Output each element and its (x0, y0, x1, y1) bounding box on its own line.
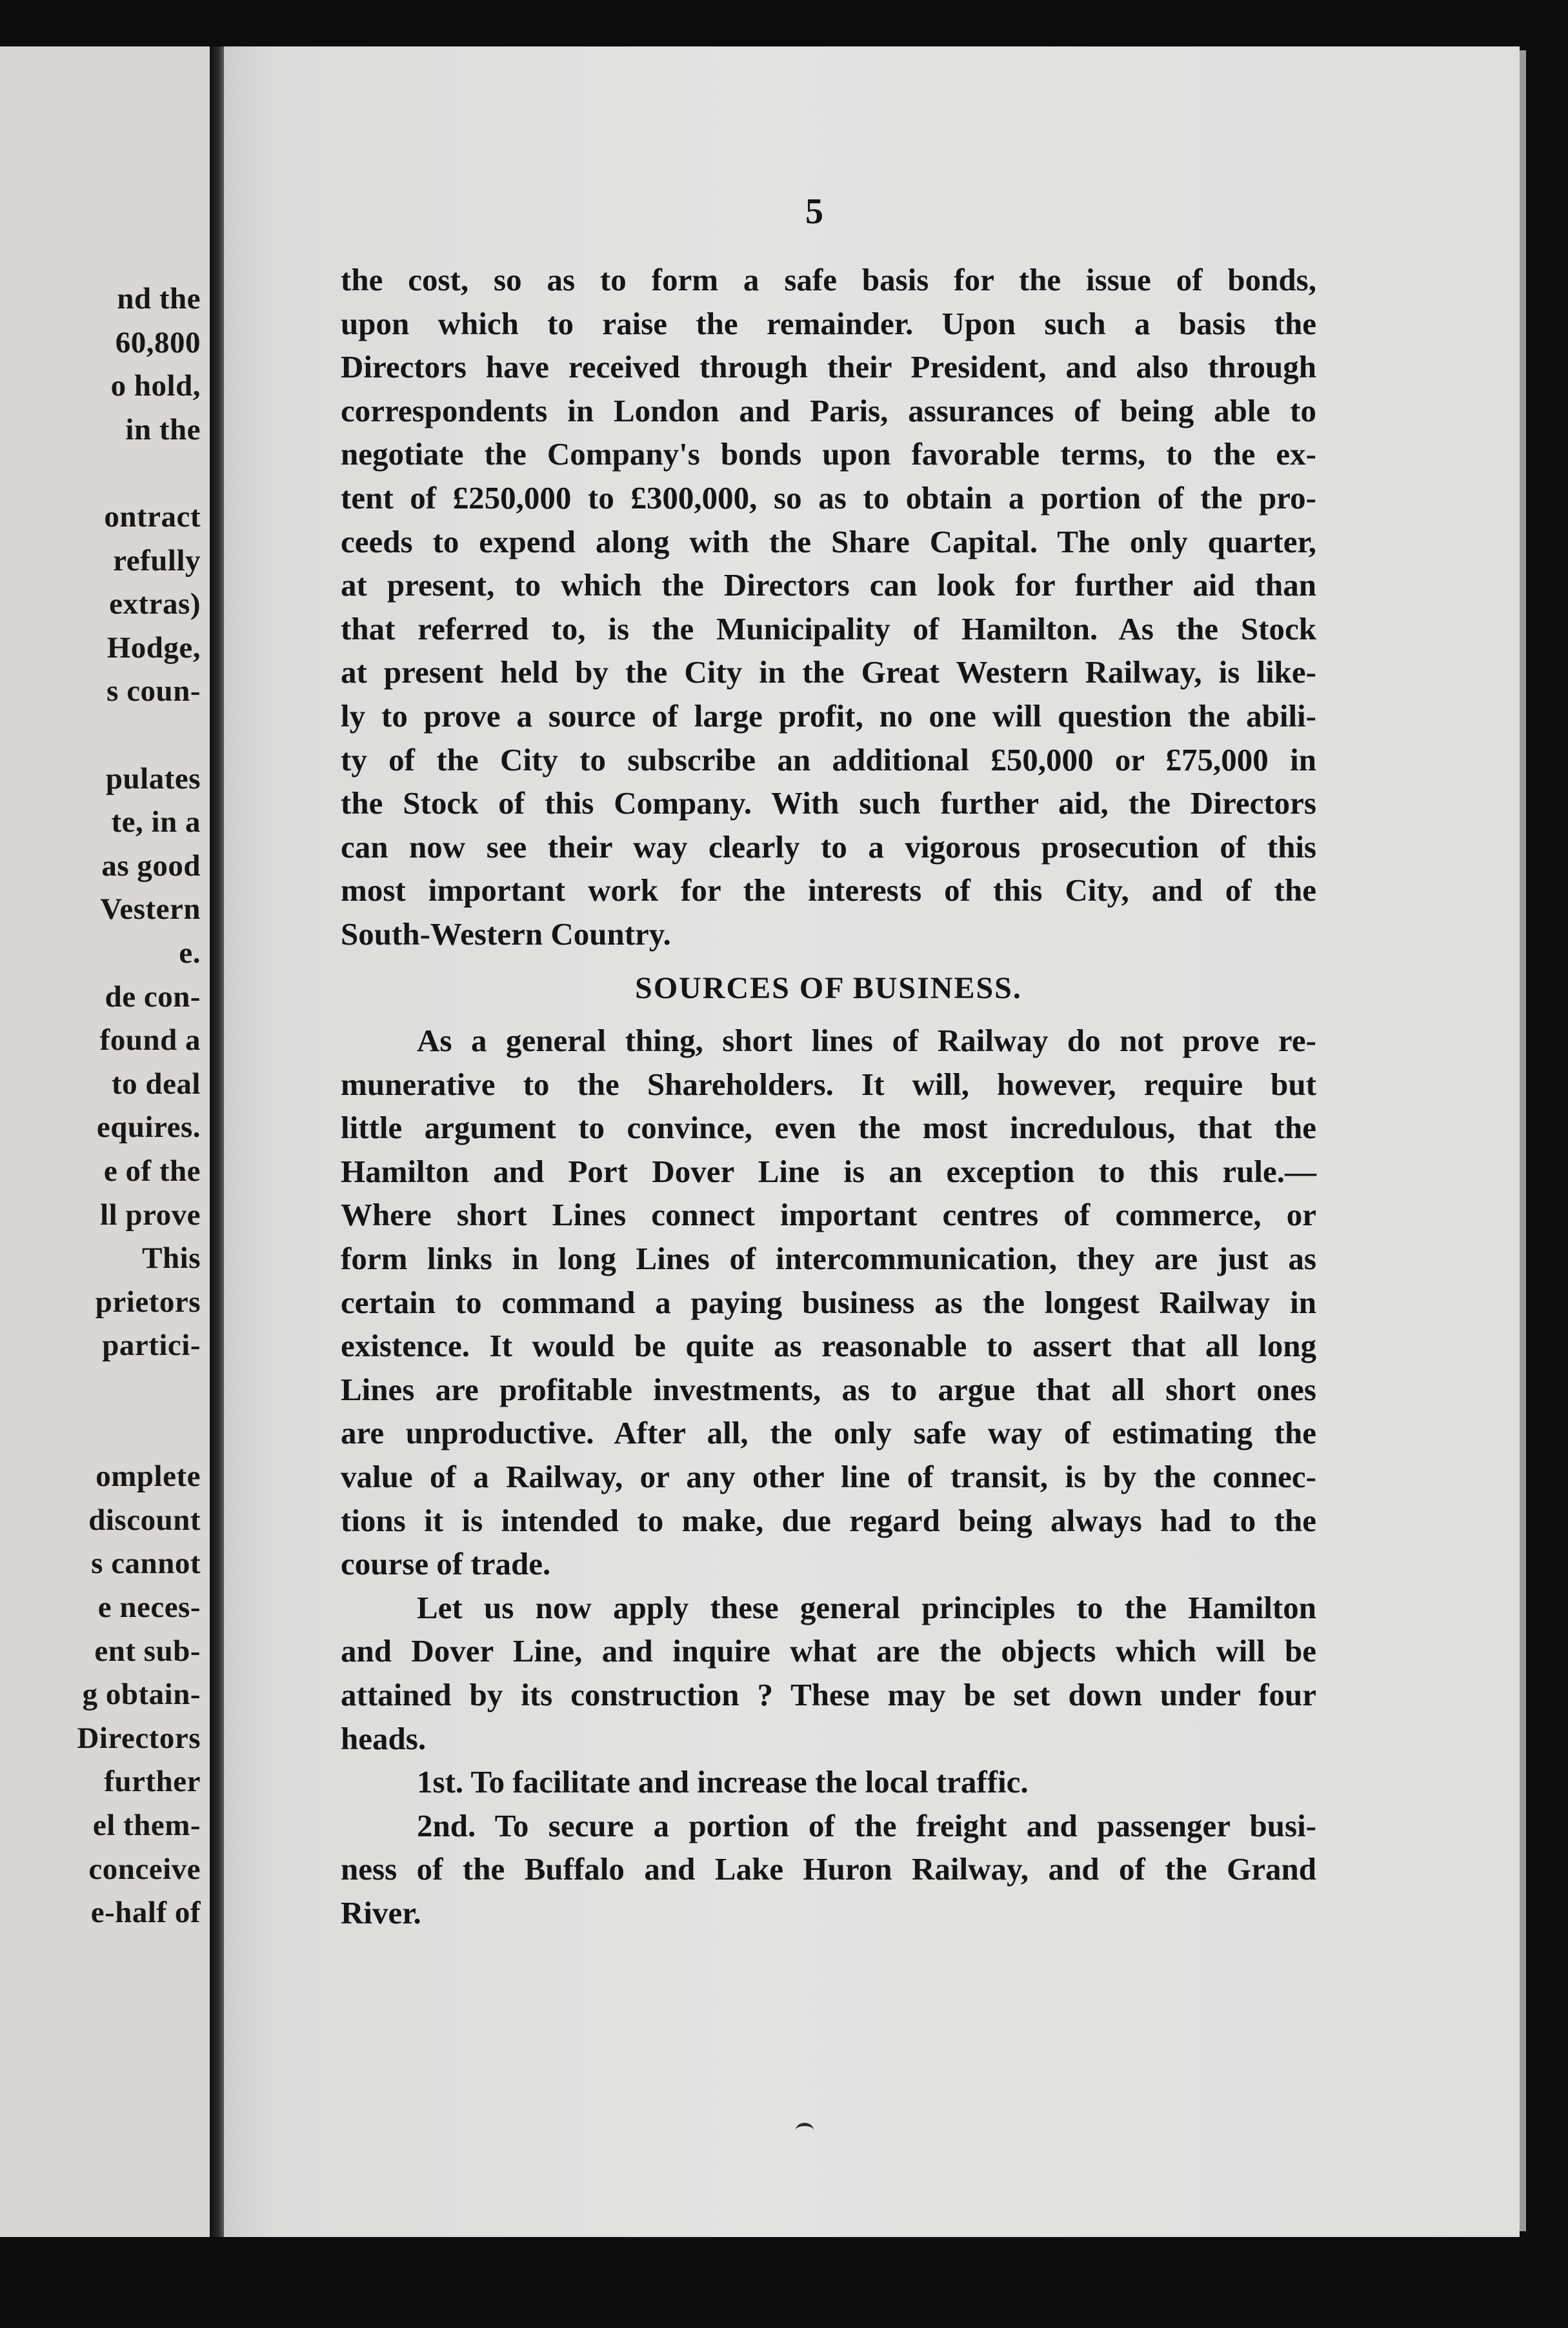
text-line: Directors have received through their President, and also through (341, 349, 1316, 385)
text-line: attained by its construction ? These may be set down under four (341, 1677, 1316, 1712)
left-page-line: partici- (102, 1329, 201, 1362)
text-line: correspondents in London and Paris, assurances of being able to (341, 392, 1316, 428)
text-line: little argument to convince, even the most incredulous, that the (341, 1110, 1316, 1146)
text-line: tions it is intended to make, due regard being always had to the (341, 1502, 1316, 1538)
text-line: 1st. To facilitate and increase the local traffic. (417, 1764, 1029, 1800)
left-page-line: as good (101, 849, 201, 883)
left-page-line: equires. (96, 1110, 201, 1144)
text-line: at present held by the City in the Great Western Railway, is like- (341, 654, 1316, 690)
text-line: that referred to, is the Municipality of Hamilton. As the Stock (341, 610, 1316, 647)
left-page-line: in the (125, 413, 201, 447)
left-page-line: further (104, 1765, 201, 1798)
text-line: are unproductive. After all, the only safe way of estimating the (341, 1415, 1316, 1451)
text-line: course of trade. (341, 1546, 551, 1582)
text-line: most important work for the interests of this City, and of the (341, 872, 1316, 908)
text-line: upon which to raise the remainder. Upon such a basis the (341, 305, 1316, 341)
text-line: the Stock of this Company. With such further aid, the Directors (341, 785, 1316, 821)
paragraph-1 (341, 258, 1316, 956)
text-line: ceeds to expend along with the Share Capital. The only quarter, (341, 523, 1316, 559)
page-body (341, 258, 1316, 1935)
left-page-line: e-half of (90, 1896, 201, 1929)
text-line: at present, to which the Directors can look for further aid than (341, 567, 1316, 603)
left-page-line: Vestern (100, 892, 201, 926)
left-page-line: e. (179, 936, 201, 970)
left-page-line: el them- (92, 1809, 201, 1842)
text-line: River. (341, 1894, 421, 1931)
left-page-line: ent sub- (94, 1634, 201, 1668)
text-line: heads. (341, 1720, 427, 1756)
list-item-2 (341, 1804, 1316, 1935)
page-edge (1520, 50, 1526, 2231)
left-page-line: s coun- (106, 674, 201, 708)
left-page-line: Hodge, (106, 631, 201, 665)
text-line: ness of the Buffalo and Lake Huron Railway, and of the Grand (341, 1851, 1316, 1887)
left-page-line: prietors (95, 1285, 201, 1319)
left-page-line: pulates (105, 762, 201, 796)
text-line: tent of £250,000 to £300,000, so as to obtain a portion of the pro- (341, 479, 1316, 516)
section-heading: SOURCES OF BUSINESS. (635, 970, 1022, 1005)
left-page-line: discount (88, 1503, 201, 1537)
left-page-line: refully (113, 544, 201, 577)
book-spine (210, 46, 224, 2237)
text-line: ly to prove a source of large profit, no one will question the abili- (341, 697, 1316, 734)
left-page-line: g obtain- (82, 1678, 201, 1711)
left-page-line: e of the (103, 1154, 201, 1188)
text-line: Lines are profitable investments, as to argue that all short ones (341, 1371, 1316, 1407)
left-page-line: s cannot (91, 1547, 201, 1580)
text-line: 2nd. To secure a portion of the freight and passenger busi- (417, 1807, 1316, 1843)
left-page (0, 46, 210, 2237)
left-page-line: extras) (109, 587, 201, 621)
text-line: munerative to the Shareholders. It will, however, require but (341, 1066, 1316, 1102)
left-page-line: Directors (77, 1721, 201, 1755)
text-line: South-Western Country. (341, 916, 671, 952)
text-line: value of a Railway, or any other line of transit, is by the connec- (341, 1459, 1316, 1495)
list-item-1 (341, 1760, 1316, 1804)
text-line: Where short Lines connect important centres of commerce, or (341, 1197, 1316, 1233)
page-mark (796, 2123, 814, 2138)
left-page-line: e neces- (97, 1590, 201, 1624)
left-page-line: te, in a (111, 805, 201, 839)
paragraph-2 (341, 1019, 1316, 1586)
left-page-line: conceive (88, 1852, 201, 1886)
left-page-line: ll prove (100, 1198, 201, 1232)
text-line: As a general thing, short lines of Railway do not prove re- (417, 1023, 1316, 1059)
text-line: certain to command a paying business as the longest Railway in (341, 1284, 1316, 1320)
text-line: ty of the City to subscribe an additional £50,000 or £75,000 in (341, 741, 1316, 778)
left-page-line: ontract (104, 500, 201, 534)
text-line: Hamilton and Port Dover Line is an exception to this rule.— (341, 1153, 1316, 1189)
text-line: form links in long Lines of intercommunication, they are just as (341, 1241, 1316, 1277)
page-number: 5 (805, 192, 823, 232)
left-page-line: o hold, (110, 369, 201, 403)
left-page-line: de con- (105, 980, 201, 1014)
left-page-line: nd the (117, 282, 201, 316)
left-page-line: This (142, 1241, 201, 1275)
text-line: Let us now apply these general principles to the Hamilton (417, 1589, 1316, 1625)
paragraph-3 (341, 1586, 1316, 1760)
left-page-line: 60,800 (115, 326, 201, 359)
left-page-line: found a (99, 1023, 201, 1057)
text-line: can now see their way clearly to a vigorous prosecution of this (341, 828, 1316, 865)
text-line: and Dover Line, and inquire what are the objects which will be (341, 1633, 1316, 1669)
left-page-line: to deal (112, 1067, 201, 1101)
left-page-line: omplete (95, 1460, 201, 1493)
text-line: existence. It would be quite as reasonable to assert that all long (341, 1328, 1316, 1364)
text-line: negotiate the Company's bonds upon favorable terms, to the ex- (341, 436, 1316, 472)
text-line: the cost, so as to form a safe basis for the issue of bonds, (341, 262, 1316, 297)
